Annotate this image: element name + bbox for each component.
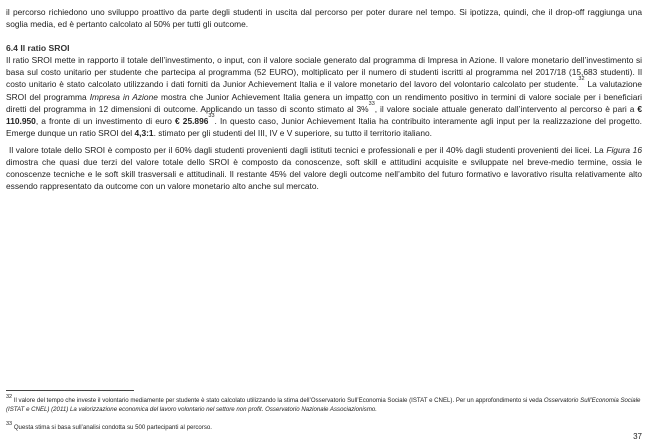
footnote-33 bbox=[6, 420, 650, 432]
footnotes bbox=[6, 396, 650, 432]
paragraph-text: . In questo caso, Junior Achievement Italia ha contribuito interamente agli input per la realizzazione del progetto. Emerge dunque un ratio SROI del bbox=[6, 115, 642, 138]
footnote-reference: 33 bbox=[368, 100, 375, 107]
paragraph-sroi-ratio bbox=[6, 54, 642, 139]
paragraph-text: , il valore sociale attuale generato dall’intervento al percorso è pari a bbox=[374, 103, 638, 114]
section-heading: 6.4 Il ratio SROI bbox=[6, 43, 70, 54]
footnote-text: Il valore del tempo che investe il volontario mediamente per studente è stato calcolato utilizzando la stima dell’Osservatorio Sull’Economia Sociale (ISTAT e CNEL). Per un approfondimento si veda bbox=[12, 397, 544, 404]
paragraph-text: Il ratio SROI mette in rapporto il totale dell’investimento, o input, con il valore sociale generato dal programma di Impresa in Azione. Il valore monetario dell’investimento si basa sul costo unitario per studente che partecipa al programma (52 EURO), moltiplicato per il numero di studenti iscritti al programma nel 2017/18 (15,683 studenti). Il costo unitario è stato calcolato utilizzando i dati forniti da Junior Achievement Italia e il valore monetario del lavoro del volontario calcolato per studente. bbox=[6, 55, 642, 90]
footnote-32 bbox=[6, 396, 650, 415]
investment-amount: € 25.896 bbox=[175, 115, 209, 126]
paragraph-text: Il valore totale dello SROI è composto per il 60% dagli studenti provenienti dagli istituti tecnici e professionali e per il 40% dagli studenti provenienti dei licei. La bbox=[9, 144, 607, 155]
paragraph-text: , a fronte di un investimento di euro bbox=[35, 115, 176, 126]
paragraph-text: La valutazione SROI del programma bbox=[6, 79, 642, 102]
footnote-text: Questa stima si basa sull’analisi condotta su 500 partecipanti al percorso. bbox=[12, 423, 212, 431]
footnote-source: Osservatorio Sull’Economia Sociale (ISTAT e CNEL) (2011) La valorizzazione economica del lavoro volontario nel settore non profit. Osservatorio Nazionale Associazionismo. bbox=[6, 397, 641, 414]
footnote-number: 33 bbox=[6, 420, 13, 427]
sroi-ratio-value: 4,3:1 bbox=[134, 127, 154, 138]
social-value-amount: € 110.950 bbox=[6, 103, 642, 126]
footnote-separator bbox=[6, 390, 134, 391]
footnote-reference: 33 bbox=[208, 112, 215, 119]
program-name: Impresa in Azione bbox=[89, 91, 158, 102]
page-number: 37 bbox=[633, 432, 642, 441]
paragraph-sroi-composition bbox=[6, 144, 642, 192]
figure-reference: Figura 16 bbox=[606, 144, 642, 155]
footnote-reference: 32 bbox=[578, 76, 585, 83]
body-text bbox=[6, 6, 642, 192]
paragraph-text: dimostra che quasi due terzi del valore totale dello SROI è composto da conoscenze, soft skill e attitudini acquisite e sviluppate nel breve-medio termine, ossia le conoscenze tecniche e le soft skill trasversali e attitudinali. Il restante 45% del valore degli outcome nell’ambito del futuro formativo e lavorativo risulta relativamente alto essendo rappresentato da outcome con un valore monetario alto anche sul mercato. bbox=[6, 157, 642, 192]
paragraph-text: . stimato per gli studenti del III, IV e V superiore, su tutto il territorio italiano. bbox=[153, 127, 432, 138]
paragraph-text: mostra che Junior Achievement Italia genera un impatto con un rendimento positivo in termini di valore sociale per i beneficiari diretti del programma in 12 dimensioni di outcome. Applicando un tasso di sconto stimato al 3% bbox=[6, 91, 643, 114]
footnote-number: 32 bbox=[6, 394, 13, 400]
intro-paragraph: il percorso richiedono uno sviluppo proattivo da parte degli studenti in uscita dal percorso per poter durare nel tempo. Si ipotizza, quindi, che il drop-off raggiunga una soglia media, ed è pertanto calcolato al 50% per tutti gli outcome. bbox=[6, 7, 642, 30]
